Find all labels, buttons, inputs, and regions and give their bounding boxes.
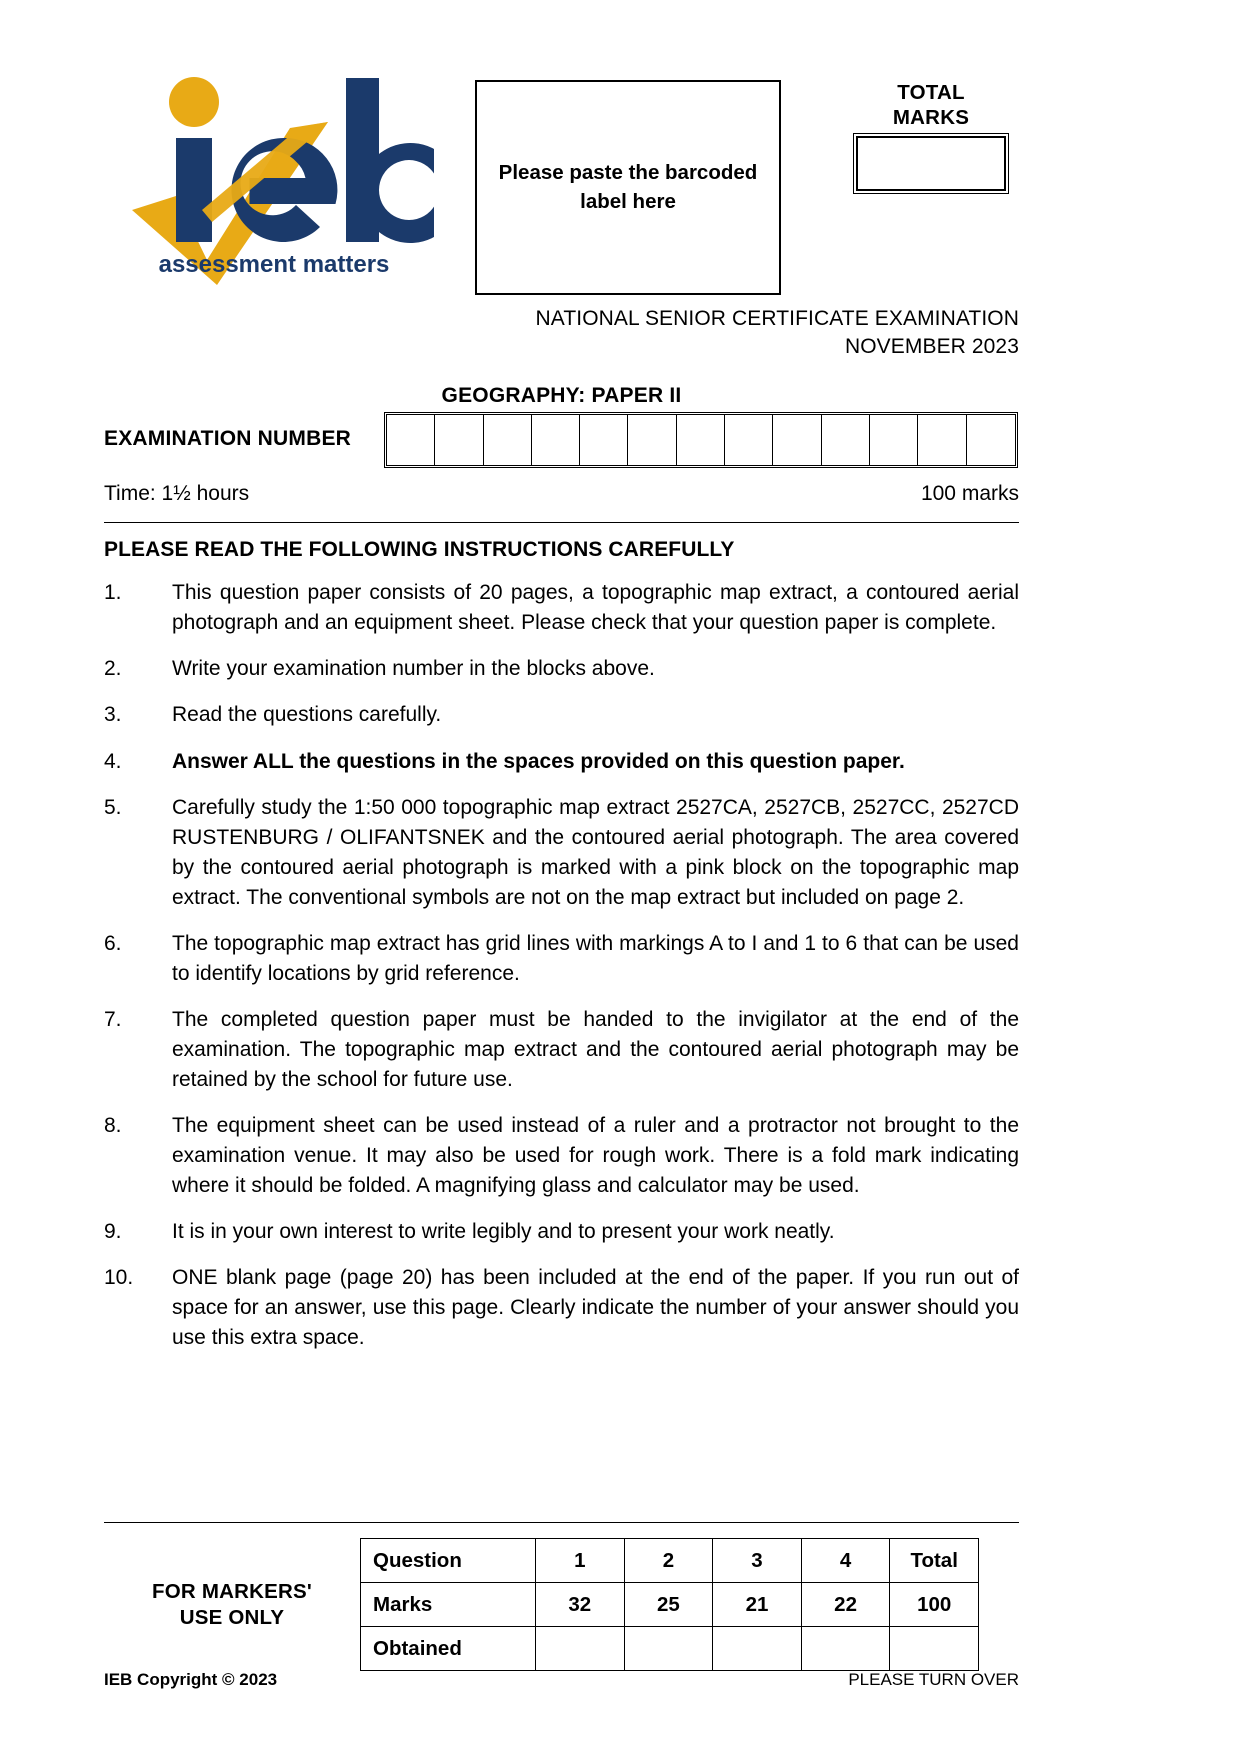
total-marks-input-box[interactable] bbox=[856, 136, 1006, 191]
header-divider bbox=[104, 522, 1019, 523]
examination-number-cell[interactable] bbox=[532, 415, 580, 465]
instruction-text: ONE blank page (page 20) has been included at the end of the paper. If you run out of space for an answer, use this page. Clearly indicate the number of your answer should you use this extra space. bbox=[172, 1266, 1019, 1349]
table-row bbox=[361, 1583, 979, 1627]
instruction-text: This question paper consists of 20 pages, a topographic map extract, a contoured aerial photograph and an equipment sheet. Please check that your question paper is complete. bbox=[172, 581, 1019, 634]
instruction-number: 10. bbox=[104, 1266, 134, 1290]
examination-number-cell[interactable] bbox=[918, 415, 966, 465]
instruction-text: Write your examination number in the blocks above. bbox=[172, 657, 655, 681]
marks-table-cell[interactable] bbox=[801, 1627, 890, 1671]
examination-number-cell[interactable] bbox=[628, 415, 676, 465]
table-row bbox=[361, 1627, 979, 1671]
total-marks-area bbox=[841, 80, 1021, 191]
instruction-number: 7. bbox=[104, 1007, 122, 1031]
examination-number-cell[interactable] bbox=[387, 415, 435, 465]
examination-number-cell[interactable] bbox=[484, 415, 532, 465]
examination-number-cell[interactable] bbox=[870, 415, 918, 465]
barcode-instruction-text: Please paste the barcoded label here bbox=[498, 161, 758, 213]
instruction-text: It is in your own interest to write legibly and to present your work neatly. bbox=[172, 1219, 835, 1243]
marks-table-cell[interactable] bbox=[713, 1627, 802, 1671]
instruction-text: Carefully study the 1:50 000 topographic map extract 2527CA, 2527CB, 2527CC, 2527CD RUSTENBURG / OLIFANTSNEK and the contoured aerial photograph. The area covered by the contoured aerial photograph is marked with a pink block on the topographic map extract. The conventional symbols are not on the map extract but included on page 2. bbox=[172, 796, 1019, 909]
exam-name bbox=[104, 305, 1019, 360]
instruction-item bbox=[104, 793, 1019, 912]
page-footer bbox=[104, 1670, 1019, 1690]
logo-tagline-text: assessment matters bbox=[158, 251, 390, 278]
instruction-item bbox=[104, 1263, 1019, 1352]
marks-table-row-label: Marks bbox=[361, 1583, 536, 1627]
examination-number-cell[interactable] bbox=[725, 415, 773, 465]
instruction-text: Answer ALL the questions in the spaces provided on this question paper. bbox=[172, 749, 905, 773]
title-block bbox=[104, 305, 1019, 408]
examination-number-cell[interactable] bbox=[580, 415, 628, 465]
marks-table-row-label: Question bbox=[361, 1539, 536, 1583]
instruction-text: Read the questions carefully. bbox=[172, 703, 442, 727]
page-header bbox=[104, 62, 1019, 302]
markers-use-only-label bbox=[104, 1579, 360, 1630]
marks-table-cell: 3 bbox=[713, 1539, 802, 1583]
examination-number-cell[interactable] bbox=[967, 415, 1015, 465]
paper-title: GEOGRAPHY: PAPER II bbox=[441, 384, 682, 408]
instruction-number: 1. bbox=[104, 581, 122, 604]
marks-table-cell: Total bbox=[890, 1539, 979, 1583]
ieb-logo bbox=[114, 70, 434, 285]
instruction-number: 8. bbox=[104, 1113, 122, 1137]
examination-number-cell[interactable] bbox=[822, 415, 870, 465]
instruction-item bbox=[104, 747, 1019, 777]
instruction-item bbox=[104, 1005, 1019, 1094]
markers-section bbox=[104, 1538, 1019, 1671]
marks-table-cell: 4 bbox=[801, 1539, 890, 1583]
barcode-label-box[interactable] bbox=[475, 80, 781, 295]
instruction-item bbox=[104, 654, 1019, 684]
table-row bbox=[361, 1539, 979, 1583]
time-and-marks-row bbox=[104, 482, 1019, 506]
exam-duration: Time: 1½ hours bbox=[104, 482, 250, 505]
examination-number-cell[interactable] bbox=[773, 415, 821, 465]
marks-summary-table bbox=[360, 1538, 979, 1671]
examination-number-cell[interactable] bbox=[435, 415, 483, 465]
marks-table-cell: 2 bbox=[624, 1539, 713, 1583]
instruction-text: The topographic map extract has grid lines with markings A to I and 1 to 6 that can be used to identify locations by grid reference. bbox=[172, 931, 1019, 985]
instruction-number: 2. bbox=[104, 657, 122, 681]
marks-table-cell: 22 bbox=[801, 1583, 890, 1627]
instruction-number: 9. bbox=[104, 1219, 122, 1243]
instruction-item bbox=[104, 578, 1019, 638]
turn-over-notice: PLEASE TURN OVER bbox=[848, 1670, 1019, 1689]
examination-number-grid[interactable] bbox=[386, 414, 1016, 466]
instruction-item bbox=[104, 929, 1019, 989]
marks-table-cell: 100 bbox=[890, 1583, 979, 1627]
examination-number-row bbox=[104, 414, 1019, 468]
marks-table-cell[interactable] bbox=[890, 1627, 979, 1671]
copyright-notice: IEB Copyright © 2023 bbox=[104, 1670, 278, 1689]
instruction-number: 5. bbox=[104, 796, 122, 820]
exam-name-line1: NATIONAL SENIOR CERTIFICATE EXAMINATION bbox=[535, 307, 1019, 330]
marks-table-cell[interactable] bbox=[536, 1627, 625, 1671]
marks-table-cell: 25 bbox=[624, 1583, 713, 1627]
instruction-text: The equipment sheet can be used instead of a ruler and a protractor not brought to the examination venue. It may also be used for rough work. There is a fold mark indicating where it should be folded. A magnifying glass and calculator may be used. bbox=[172, 1113, 1019, 1197]
examination-number-label: EXAMINATION NUMBER bbox=[104, 427, 352, 450]
instructions-list bbox=[104, 578, 1019, 1369]
marks-table-row-label: Obtained bbox=[361, 1627, 536, 1671]
marks-table-cell: 32 bbox=[536, 1583, 625, 1627]
exam-name-line2: NOVEMBER 2023 bbox=[844, 334, 1019, 358]
exam-total-marks: 100 marks bbox=[920, 482, 1019, 505]
marks-table-cell[interactable] bbox=[624, 1627, 713, 1671]
instruction-item bbox=[104, 1111, 1019, 1200]
ieb-logo-svg bbox=[114, 70, 434, 285]
instruction-text: The completed question paper must be handed to the invigilator at the end of the examination. The topographic map extract and the contoured aerial photograph may be retained by the school for future use. bbox=[172, 1007, 1019, 1091]
marks-table-cell: 1 bbox=[536, 1539, 625, 1583]
marks-table-cell: 21 bbox=[713, 1583, 802, 1627]
total-marks-label-line1: TOTAL bbox=[897, 81, 965, 104]
markers-label-line1: FOR MARKERS' bbox=[152, 1579, 312, 1603]
instruction-number: 3. bbox=[104, 703, 122, 727]
instructions-heading: PLEASE READ THE FOLLOWING INSTRUCTIONS CAREFULLY bbox=[104, 538, 735, 561]
instruction-item bbox=[104, 1217, 1019, 1247]
instruction-number: 6. bbox=[104, 931, 122, 955]
instruction-number: 4. bbox=[104, 749, 122, 773]
instruction-item bbox=[104, 700, 1019, 730]
markers-label-line2: USE ONLY bbox=[179, 1605, 285, 1629]
examination-number-cell[interactable] bbox=[677, 415, 725, 465]
total-marks-label-line2: MARKS bbox=[892, 106, 970, 129]
footer-divider bbox=[104, 1522, 1019, 1523]
total-marks-label bbox=[841, 80, 1021, 130]
